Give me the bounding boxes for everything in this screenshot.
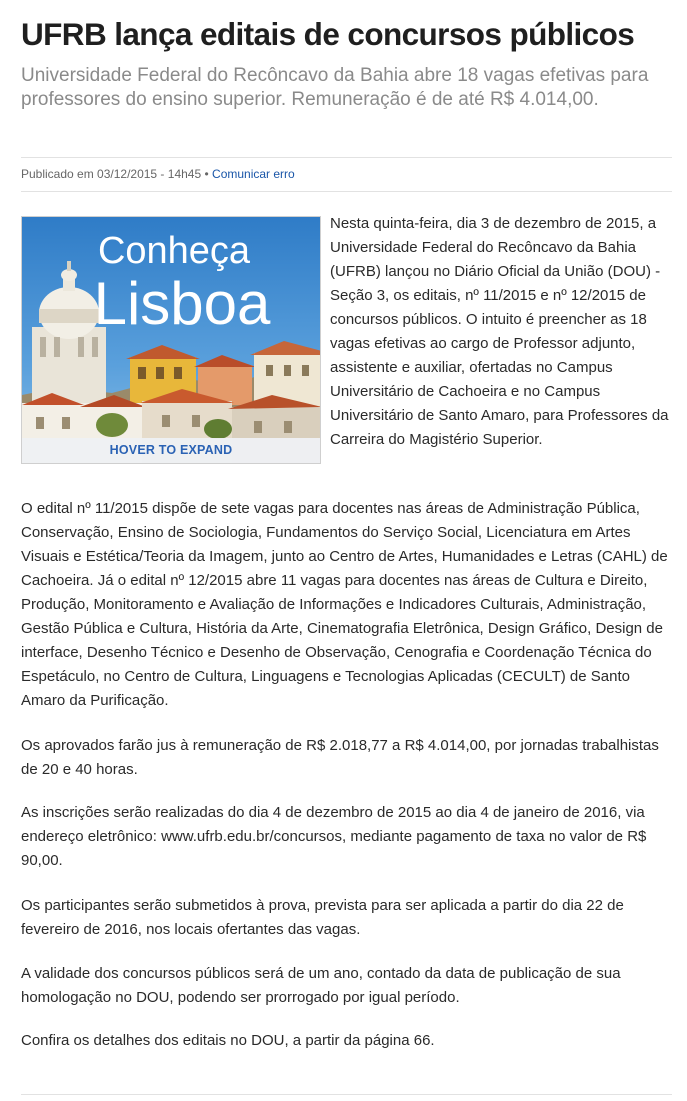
paragraph-validade: A validade dos concursos públicos será de um ano, contado da data de publicação de sua homologação no DOU, podendo ser prorrogado por igual período.	[21, 965, 621, 1006]
article-meta	[21, 166, 295, 182]
article-title: UFRB lança editais de concursos públicos	[21, 16, 635, 52]
meta-separator: •	[204, 167, 209, 181]
ad-headline-conheca: Conheça	[97, 230, 251, 272]
paragraph-intro: Nesta quinta-feira, dia 3 de dezembro de 2015, a Universidade Federal do Recôncavo da Bahia (UFRB) lançou no Diário Oficial da União (DOU) - Seção 3, os editais, nº 11/2015 e nº 12/2015 de concursos públicos. O intuito é preencher as 18 vagas efetivas ao cargo de Professor adjunto, assistente e auxiliar, ofertadas no Campus Universitário de Cachoeira e no Campus Universitário de Santo Amaro, para Professores da Carreira do Magistério Superior.	[330, 215, 669, 448]
publish-date: Publicado em 03/12/2015 - 14h45	[21, 167, 202, 181]
divider-meta	[21, 191, 672, 192]
ad-headline-lisboa: Lisboa	[93, 270, 271, 337]
article-subtitle: Universidade Federal do Recôncavo da Bahia abre 18 vagas efetivas para professores do ensino superior. Remuneração é de até R$ 4.014,00.	[21, 65, 649, 110]
report-error-link[interactable]: Comunicar erro	[212, 167, 295, 181]
divider-bottom	[21, 1094, 672, 1095]
paragraph-editais: O edital nº 11/2015 dispõe de sete vagas para docentes nas áreas de Administração Pública, Conservação, Ensino de Sociologia, Fundamentos do Serviço Social, Licenciatura em Artes Visuais e Estética/Teoria da Imagem, junto ao Centro de Artes, Humanidades e Letras (CAHL) de Cachoeira. Já o edital nº 12/2015 abre 11 vagas para docentes nas áreas de Cultura e Direito, Produção, Monitoramento e Avaliação de Informações e Indicadores Culturais, Administração, Gestão Pública e Cultura, História da Arte, Cinematografia Eletrônica, Design Gráfico, Design de interface, Desenho Técnico e Desenho de Observação, Cenografia e Coordenação Técnica do Espetáculo, no Centro de Cultura, Linguagens e Tecnologias Aplicadas (CECULT) de Santo Amaro da Purificação.	[21, 500, 668, 709]
paragraph-detalhes: Confira os detalhes dos editais no DOU, a partir da página 66.	[21, 1032, 435, 1049]
paragraph-prova: Os participantes serão submetidos à prova, prevista para ser aplicada a partir do dia 22 de fevereiro de 2016, nos locais ofertantes das vagas.	[21, 897, 624, 938]
paragraph-remuneracao: Os aprovados farão jus à remuneração de R$ 2.018,77 a R$ 4.014,00, por jornadas trabalhistas de 20 e 40 horas.	[21, 737, 659, 778]
divider-top	[21, 157, 672, 158]
hover-to-expand-button[interactable]: HOVER TO EXPAND	[22, 438, 320, 463]
paragraph-inscricoes: As inscrições serão realizadas do dia 4 de dezembro de 2015 ao dia 4 de janeiro de 2016, via endereço eletrônico: www.ufrb.edu.br/concursos, mediante pagamento de taxa no valor de R$ 90,00.	[21, 804, 647, 869]
lisbon-ad-banner[interactable]	[21, 216, 321, 464]
